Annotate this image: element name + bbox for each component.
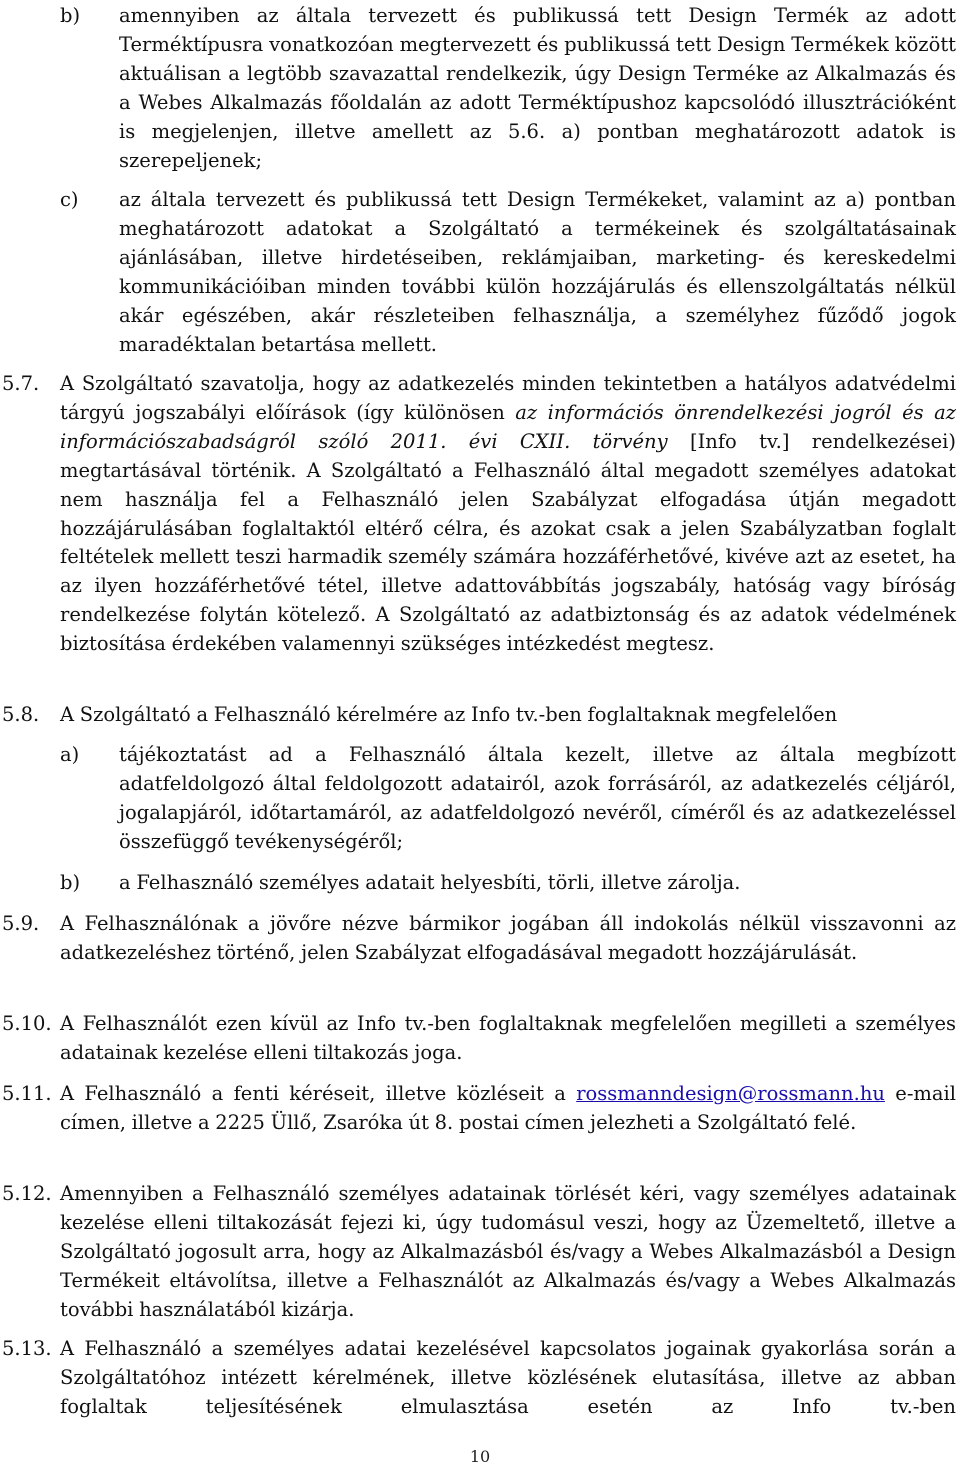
item-text: tájékoztatást ad a Felhasználó általa kezelt, illetve az általa megbízott adatfeldolgozó által feldolgozott adatairól, azok forrásáról, az adatkezelés céljáról, jogalapjáról, időtartamáról, az adatfeldolgozó nevéről, címéről és az adatkezeléssel összefüggő tevékenységéről; (119, 743, 956, 853)
section-text (60, 370, 956, 659)
section-text-part: e-mail címen, illetve a 2225 Üllő, Zsaróka út 8. postai címen jelezheti a Szolgáltató felé. (60, 1082, 956, 1134)
item-label: b) (60, 871, 81, 894)
item-label: c) (60, 188, 79, 211)
section-number: 5.13. (2, 1337, 52, 1360)
section-text: A Felhasználót ezen kívül az Info tv.-ben foglaltaknak megfelelően megilleti a személyes adatainak kezelése elleni tiltakozás joga. (60, 1012, 956, 1064)
item-text: amennyiben az általa tervezett és publikussá tett Design Termék az adott Terméktípusra vonatkozóan megtervezett és publikussá tett Design Termékek között aktuálisan a legtöbb szavazattal rendelkezik, úgy Design Terméke az Alkalmazás és a Webes Alkalmazás főoldalán az adott Terméktípushoz kapcsolódó illusztrációként is megjelenjen, illetve amellett az 5.6. a) pontban meghatározott adatok is szerepeljenek; (119, 4, 956, 172)
section-text: Amennyiben a Felhasználó személyes adatainak törlését kéri, vagy személyes adatainak kezelése elleni tiltakozását fejezi ki, úgy tudomásul veszi, hogy az Üzemeltető, illetve a Szolgáltató jogosult arra, hogy az Alkalmazásból és/vagy a Webes Alkalmazásból a Design Termékeit eltávolítsa, illetve a Felhasználót az Alkalmazás és/vagy a Webes Alkalmazás további használatából kizárja. (60, 1182, 956, 1321)
email-link[interactable]: rossmanndesign@rossmann.hu (576, 1082, 885, 1105)
section-number: 5.7. (2, 372, 40, 395)
page-number: 10 (469, 1447, 491, 1466)
section-text-part: [Info tv.] rendelkezései) megtartásával történik. A Szolgáltató a Felhasználó által megadott személyes adatokat nem használja fel a Felhasználó jelen Szabályzat elfogadása útján megadott hozzájárulásában foglaltaktól eltérő célra, és azokat csak a jelen Szabályzatban foglalt feltételek mellett teszi harmadik személy számára hozzáférhetővé, kivéve azt az esetet, ha az ilyen hozzáférhetővé tétel, illetve adattovábbítás jogszabály, hatóság vagy bíróság rendelkezése folytán kötelező. A Szolgáltató az adatbiztonság és az adatok védelmének biztosítása érdekében valamennyi szükséges intézkedést megtesz. (60, 429, 957, 656)
section-number: 5.10. (2, 1012, 52, 1035)
item-label: b) (60, 4, 81, 27)
section-number: 5.11. (2, 1082, 52, 1105)
item-label: a) (60, 743, 80, 766)
section-text: A Szolgáltató a Felhasználó kérelmére az Info tv.-ben foglaltaknak megfelelően (60, 703, 838, 726)
section-text (60, 1080, 956, 1138)
law-title: az információs önrendelkezési jogról és az információszabadságról szóló 2011. évi CXII. törvény (60, 400, 956, 453)
section-number: 5.8. (2, 703, 40, 726)
item-text: a Felhasználó személyes adatait helyesbíti, törli, illetve zárolja. (119, 871, 741, 894)
section-text-part: A Szolgáltató szavatolja, hogy az adatkezelés minden tekintetben a hatályos adatvédelmi tárgyú jogszabályi előírások (így különösen (60, 372, 956, 424)
section-number: 5.9. (2, 912, 40, 935)
section-text: A Felhasználó a személyes adatai kezelésével kapcsolatos jogainak gyakorlása során a Szolgáltatóhoz intézett kérelmének, illetve közlésének elutasítása, illetve az abban foglaltak teljesítésének elmulasztása esetén az Info tv.-ben (60, 1337, 956, 1418)
section-text-part: A Felhasználó a fenti kéréseit, illetve közléseit a (60, 1082, 577, 1105)
section-text: A Felhasználónak a jövőre nézve bármikor jogában áll indokolás nélkül visszavonni az adatkezeléshez történő, jelen Szabályzat elfogadásával megadott hozzájárulását. (60, 912, 956, 964)
item-text: az általa tervezett és publikussá tett Design Termékeket, valamint az a) pontban meghatározott adatokat a Szolgáltató a termékeinek és szolgáltatásainak ajánlásában, illetve hirdetéseiben, reklámjaiban, marketing- és kereskedelmi kommunikációiban minden további külön hozzájárulás és ellenszolgáltatás nélkül akár egészében, akár részleteiben felhasználja, a személyhez fűződő jogok maradéktalan betartása mellett. (119, 188, 956, 356)
section-number: 5.12. (2, 1182, 52, 1205)
